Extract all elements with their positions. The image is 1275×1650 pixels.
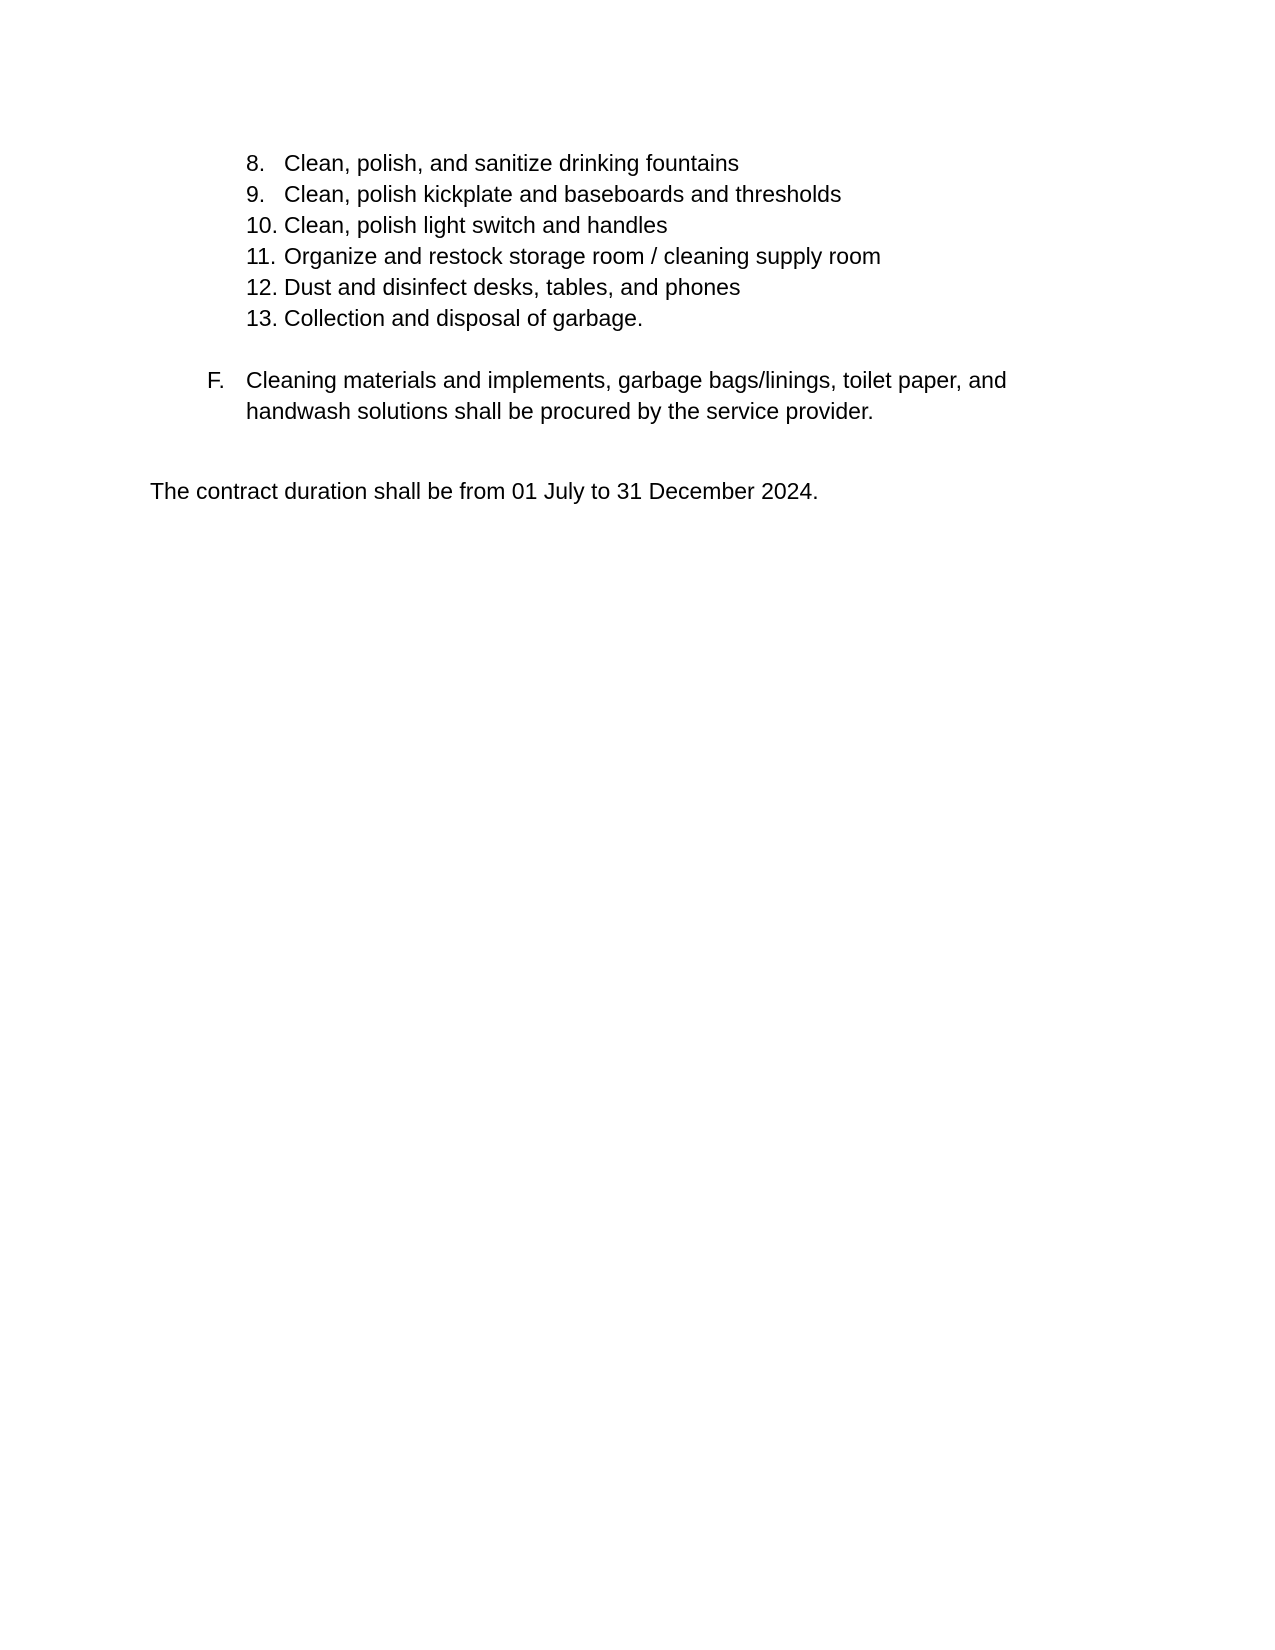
list-item-text: Dust and disinfect desks, tables, and phones bbox=[284, 274, 741, 300]
list-item-number: 11. bbox=[246, 243, 277, 269]
contract-duration-paragraph: The contract duration shall be from 01 July to 31 December 2024. bbox=[150, 478, 819, 504]
list-item bbox=[246, 179, 881, 210]
list-item-number: 13. bbox=[246, 305, 278, 331]
lettered-item-marker: F. bbox=[207, 367, 225, 393]
list-item bbox=[246, 148, 881, 179]
list-item-number: 12. bbox=[246, 274, 278, 300]
lettered-item-text: Cleaning materials and implements, garbage bags/linings, toilet paper, and handwash solutions shall be procured by the service provider. bbox=[246, 367, 1007, 424]
list-item bbox=[246, 272, 881, 303]
lettered-item-f bbox=[207, 365, 1087, 427]
list-item-number: 8. bbox=[246, 150, 266, 176]
list-item bbox=[246, 303, 881, 334]
list-item-text: Clean, polish light switch and handles bbox=[284, 212, 668, 238]
numbered-task-list bbox=[246, 148, 881, 334]
list-item bbox=[246, 210, 881, 241]
list-item-number: 9. bbox=[246, 181, 266, 207]
list-item-text: Organize and restock storage room / cleaning supply room bbox=[284, 243, 882, 269]
list-item-text: Clean, polish, and sanitize drinking fountains bbox=[284, 150, 740, 176]
list-item-text: Collection and disposal of garbage. bbox=[284, 305, 644, 331]
list-item-number: 10. bbox=[246, 212, 278, 238]
list-item-text: Clean, polish kickplate and baseboards and thresholds bbox=[284, 181, 842, 207]
list-item bbox=[246, 241, 881, 272]
